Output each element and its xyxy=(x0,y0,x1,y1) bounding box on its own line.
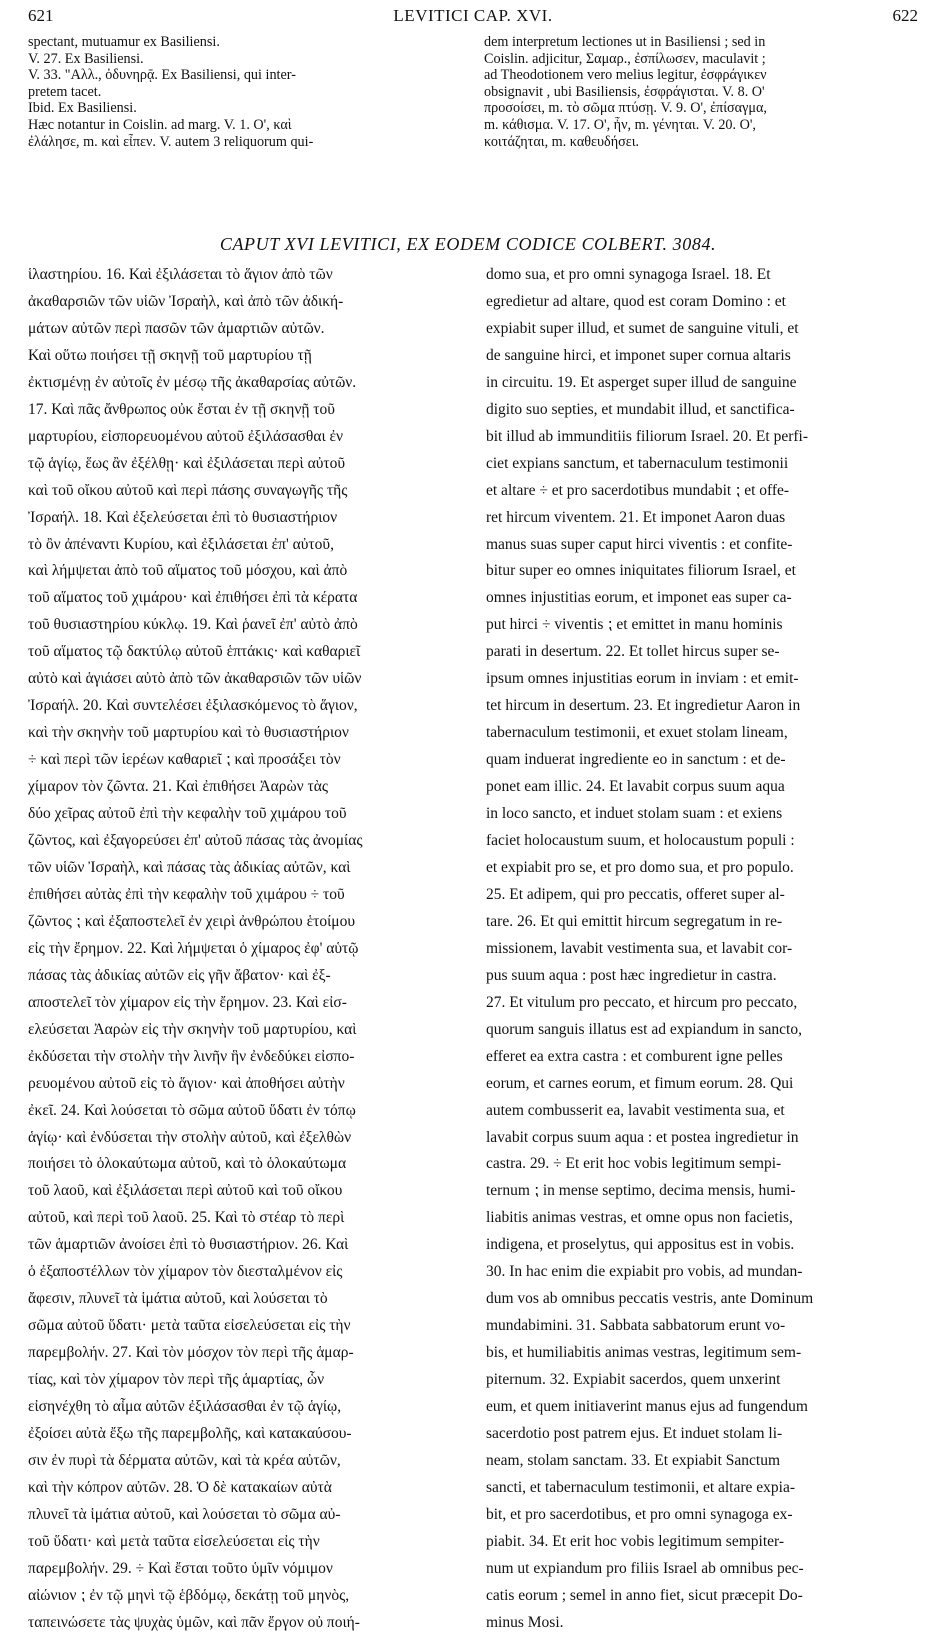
latin-text-line: omnes injustitias eorum, et imponet eas super ca- xyxy=(486,589,792,607)
greek-text-line: ἐξοίσει αὐτὰ ἔξω τῆς παρεμβολῆς, καὶ κατακαύσου- xyxy=(28,1424,352,1442)
greek-text-line: ζῶντος ⁏ καὶ ἐξαποστελεῖ ἐν χειρὶ ἀνθρώπου ἑτοίμου xyxy=(28,912,355,930)
greek-text-line: αὐτοῦ, καὶ περὶ τοῦ λαοῦ. 25. Καὶ τὸ στέαρ τὸ περὶ xyxy=(28,1209,345,1227)
greek-text-line: τὸ ὂν ἀπέναντι Κυρίου, καὶ ἐξιλάσεται ἐπ' αὐτοῦ, xyxy=(28,535,334,553)
latin-text-line: et altare ÷ et pro sacerdotibus mundabit ⁏ et offe- xyxy=(486,481,790,499)
latin-text-line: domo sua, et pro omni synagoga Israel. 18. Et xyxy=(486,266,771,283)
page-number-left: 621 xyxy=(28,6,54,25)
latin-text-line: ciet expians sanctum, et tabernaculum testimonii xyxy=(486,454,789,472)
notes-right-column xyxy=(484,34,916,150)
latin-text-line: 30. In hac enim die expiabit pro vobis, ad mundan- xyxy=(486,1263,803,1281)
latin-text-line: sancti, et tabernaculum testimonii, et altare expia- xyxy=(486,1478,796,1496)
latin-text-line: tabernaculum testimonii, et exuet stolam lineam, xyxy=(486,724,788,742)
greek-text-line: τοῦ ὕδατι· καὶ μετὰ ταῦτα εἰσελεύσεται εἰς τὴν xyxy=(28,1532,320,1550)
latin-text-column xyxy=(486,262,918,1637)
footnotes-block xyxy=(28,34,918,194)
latin-text-line: 25. Et adipem, qui pro peccatis, offeret super al- xyxy=(486,885,785,903)
note-line: Coislin. adjicitur, Σαμαρ., ἐσπίλωσεν, maculavit ; xyxy=(484,50,766,67)
greek-text-line: καὶ τὴν σκηνὴν τοῦ μαρτυρίου καὶ τὸ θυσιαστήριον xyxy=(28,724,349,742)
latin-text-line: bit illud ab immunditiis filiorum Israel. 20. Et perfi- xyxy=(486,427,809,445)
note-line: pretem tacet. xyxy=(28,83,102,100)
latin-text-line: dum vos ab omnibus peccatis vestris, ante Dominum xyxy=(486,1290,814,1308)
latin-text-line: ret hircum viventem. 21. Et imponet Aaron duas xyxy=(486,508,786,526)
greek-text-line: παρεμβολήν. 27. Καὶ τὸν μόσχον τὸν περὶ τῆς ἁμαρ- xyxy=(28,1344,354,1362)
greek-text-line: Ἰσραήλ. 20. Καὶ συντελέσει ἐξιλασκόμενος τὸ ἅγιον, xyxy=(28,697,358,715)
latin-text-line: piabit. 34. Et erit hoc vobis legitimum sempiter- xyxy=(486,1532,785,1550)
latin-text-line: efferet ea extra castra : et comburent igne pelles xyxy=(486,1047,783,1065)
note-line: V. 33. "Αλλ., ὀδυνηρᾷ. Ex Basiliensi, qui inter- xyxy=(28,67,296,84)
latin-text-line: de sanguine hirci, et imponet super cornua altaris xyxy=(486,346,791,364)
greek-text-line: ταπεινώσετε τὰς ψυχὰς ὑμῶν, καὶ πᾶν ἔργον οὐ ποιή- xyxy=(28,1613,360,1631)
latin-text-line: tet hircum in desertum. 23. Et ingredietur Aaron in xyxy=(486,697,801,715)
greek-text-line: παρεμβολήν. 29. ÷ Καὶ ἔσται τοῦτο ὑμῖν νόμιμον xyxy=(28,1559,333,1577)
greek-text-line: ἱλαστηρίου. 16. Καὶ ἐξιλάσεται τὸ ἅγιον ἀπὸ τῶν xyxy=(28,266,333,283)
greek-text-line: ελεύσεται Ἀαρὼν εἰς τὴν σκηνὴν τοῦ μαρτυρίου, καὶ xyxy=(28,1020,357,1038)
greek-text-line: ρευομένου αὐτοῦ εἰς τὸ ἅγιον· καὶ ἀποθήσει αὐτὴν xyxy=(28,1074,345,1092)
greek-text-line: 17. Καὶ πᾶς ἄνθρωπος οὐκ ἔσται ἐν τῇ σκηνῇ τοῦ xyxy=(28,400,335,418)
latin-text-line: neam, stolam sanctam. 33. Et expiabit Sanctum xyxy=(486,1451,781,1469)
greek-text-line: ἐκεῖ. 24. Καὶ λούσεται τὸ σῶμα αὐτοῦ ὕδατι ἐν τόπῳ xyxy=(28,1101,356,1119)
notes-left-column xyxy=(28,34,460,150)
greek-text-line: Καὶ οὕτω ποιήσει τῇ σκηνῇ τοῦ μαρτυρίου τῇ xyxy=(28,346,312,364)
greek-text-line: σιν ἐν πυρὶ τὰ δέρματα αὐτῶν, καὶ τὰ κρέα αὐτῶν, xyxy=(28,1451,341,1469)
latin-text-line: manus suas super caput hirci viventis : et confite- xyxy=(486,535,793,553)
latin-text-line: mundabimini. 31. Sabbata sabbatorum erunt vo- xyxy=(486,1317,786,1335)
greek-text-line: τοῦ θυσιαστηρίου κύκλῳ. 19. Καὶ ῥανεῖ ἐπ' αὐτὸ ἀπὸ xyxy=(28,616,358,634)
greek-text-line: χίμαρον τὸν ζῶντα. 21. Καὶ ἐπιθήσει Ἀαρὼν τὰς xyxy=(28,778,329,796)
latin-text-line: indigena, et proselytus, qui appositus est in vobis. xyxy=(486,1236,795,1254)
latin-text-line: ponet eam illic. 24. Et lavabit corpus suum aqua xyxy=(486,778,785,796)
latin-text-line: digito suo septies, et mundabit illud, et sanctifica- xyxy=(486,400,795,418)
latin-text-line: sacerdotio post patrem ejus. Et induet stolam li- xyxy=(486,1424,783,1442)
greek-text-line: ἐπιθήσει αὐτὰς ἐπὶ τὴν κεφαλὴν τοῦ χιμάρου ÷ τοῦ xyxy=(28,885,345,903)
latin-text-line: egredietur ad altare, quod est coram Domino : et xyxy=(486,292,786,310)
note-line: m. κάθισμα. V. 17. Ο', ἦν, m. γένηται. V. 20. Ο', xyxy=(484,116,756,133)
note-line: ad Theodotionem vero melius legitur, ἐσφράγικεν xyxy=(484,67,767,84)
latin-text-line: liabitis animas vestras, et omne opus non facietis, xyxy=(486,1209,793,1227)
latin-text-line: in loco sancto, et induet stolam suam : et exiens xyxy=(486,805,783,823)
latin-text-line: ternum ⁏ in mense septimo, decima mensis, humi- xyxy=(486,1182,796,1200)
greek-text-line: ζῶντος, καὶ ἐξαγορεύσει ἐπ' αὐτοῦ πάσας τὰς ἀνομίας xyxy=(28,832,363,850)
latin-text-line: bit, et pro sacerdotibus, et pro omni synagoga ex- xyxy=(486,1505,793,1523)
latin-text-line: faciet holocaustum suum, et holocaustum populi : xyxy=(486,832,795,850)
page-number-right: 622 xyxy=(892,6,918,25)
latin-text-line: missionem, lavabit vestimenta sua, et lavabit cor- xyxy=(486,939,793,957)
greek-text-line: ἀκαθαρσιῶν τῶν υἱῶν Ἰσραὴλ, καὶ ἀπὸ τῶν ἀδική- xyxy=(28,292,344,310)
latin-text-line: put hirci ÷ viventis ⁏ et emittet in manu hominis xyxy=(486,616,783,634)
greek-text-line: καὶ τοῦ οἴκου αὐτοῦ καὶ περὶ πάσης συναγωγῆς τῆς xyxy=(28,481,348,499)
running-title: LEVITICI CAP. XVI. xyxy=(393,6,553,25)
latin-text-line: et expiabit pro se, et pro domo sua, et pro populo. xyxy=(486,858,794,876)
latin-text-line: autem combusserit ea, lavabit vestimenta sua, et xyxy=(486,1101,785,1119)
latin-text-line: parati in desertum. 22. Et tollet hircus super se- xyxy=(486,643,780,661)
greek-text-line: σῶμα αὐτοῦ ὕδατι· μετὰ ταῦτα εἰσελεύσεται εἰς τὴν xyxy=(28,1317,351,1335)
note-line: προσοίσει, m. τὸ σῶμα πτύσῃ. V. 9. Ο', ἐπίσαγμα, xyxy=(484,100,767,117)
note-line: dem interpretum lectiones ut in Basiliensi ; sed in xyxy=(484,34,766,50)
latin-text-line: pus suum aqua : post hæc ingredietur in castra. xyxy=(486,966,777,984)
latin-text-line: ipsum omnes injustitias eorum in inviam : et emit- xyxy=(486,670,799,688)
latin-text-line: eorum, et carnes eorum, et fimum eorum. 28. Qui xyxy=(486,1074,794,1092)
greek-text-line: καὶ λήμψεται ἀπὸ τοῦ αἵματος τοῦ μόσχου, καὶ ἀπὸ xyxy=(28,562,348,580)
note-line: ἐλάλησε, m. καὶ εἶπεν. V. autem 3 reliquorum qui- xyxy=(28,133,314,150)
note-line: Ibid. Ex Basiliensi. xyxy=(28,100,137,117)
greek-text-line: καὶ τὴν κόπρον αὐτῶν. 28. Ὁ δὲ κατακαίων αὐτὰ xyxy=(28,1478,332,1496)
greek-text-line: τῶν υἱῶν Ἰσραὴλ, καὶ πάσας τὰς ἀδικίας αὐτῶν, καὶ xyxy=(28,858,351,876)
greek-text-line: ÷ καὶ περὶ τῶν ἱερέων καθαριεῖ ⁏ καὶ προσάξει τὸν xyxy=(28,751,341,769)
greek-text-line: πάσας τὰς ἀδικίας αὐτῶν εἰς γῆν ἄβατον· καὶ ἐξ- xyxy=(28,966,331,984)
greek-text-line: τοῦ αἵματος τοῦ χιμάρου· καὶ ἐπιθήσει ἐπὶ τὰ κέρατα xyxy=(28,589,358,607)
greek-text-line: Ἰσραήλ. 18. Καὶ ἐξελεύσεται ἐπὶ τὸ θυσιαστήριον xyxy=(28,508,338,526)
latin-text-line: bis, et humiliabitis animas vestras, legitimum sem- xyxy=(486,1344,802,1362)
greek-text-line: δύο χεῖρας αὐτοῦ ἐπὶ τὴν κεφαλὴν τοῦ χιμάρου τοῦ xyxy=(28,805,347,823)
greek-text-line: αὐτὸ καὶ ἁγιάσει αὐτὸ ἀπὸ τῶν ἀκαθαρσιῶν τῶν υἱῶν xyxy=(28,670,362,688)
latin-text-line: quam induerat ingrediente eo in sanctum : et de- xyxy=(486,751,786,769)
greek-text-line: τίας, καὶ τὸν χίμαρον τὸν περὶ τῆς ἁμαρτίας, ὧν xyxy=(28,1371,325,1389)
greek-text-line: ἁγίῳ· καὶ ἐνδύσεται τὴν στολὴν αὐτοῦ, καὶ ἐξελθὼν xyxy=(28,1128,352,1146)
note-line: spectant, mutuamur ex Basiliensi. xyxy=(28,34,220,50)
latin-text-line: tare. 26. Et qui emittit hircum segregatum in re- xyxy=(486,912,783,930)
greek-text-line: τοῦ αἵματος τῷ δακτύλῳ αὐτοῦ ἑπτάκις· καὶ καθαριεῖ xyxy=(28,643,361,661)
greek-text-line: αἰώνιον ⁏ ἐν τῷ μηνὶ τῷ ἑβδόμῳ, δεκάτῃ τοῦ μηνὸς, xyxy=(28,1586,350,1604)
greek-text-line: εἰς τὴν ἔρημον. 22. Καὶ λήμψεται ὁ χίμαρος ἐφ' αὑτῷ xyxy=(28,939,359,957)
greek-text-line: ποιήσει τὸ ὁλοκαύτωμα αὐτοῦ, καὶ τὸ ὁλοκαύτωμα xyxy=(28,1155,347,1173)
running-header xyxy=(28,6,918,30)
latin-text-line: num ut expiandum pro filiis Israel ab omnibus pec- xyxy=(486,1559,804,1577)
greek-text-line: αποστελεῖ τὸν χίμαρον εἰς τὴν ἔρημον. 23. Καὶ εἰσ- xyxy=(28,993,347,1011)
greek-text-line: τῷ ἁγίῳ, ἕως ἂν ἐξέλθῃ· καὶ ἐξιλάσεται περὶ αὐτοῦ xyxy=(28,454,346,472)
latin-text-line: eum, et quem initiaverint manus ejus ad fungendum xyxy=(486,1398,808,1416)
greek-text-line: τῶν ἁμαρτιῶν ἀνοίσει ἐπὶ τὸ θυσιαστήριον. 26. Καὶ xyxy=(28,1236,349,1254)
note-line: κοιτάζηται, m. καθευδήσει. xyxy=(484,133,640,150)
latin-text-line: 27. Et vitulum pro peccato, et hircum pro peccato, xyxy=(486,993,798,1011)
note-line: V. 27. Ex Basiliensi. xyxy=(28,50,144,67)
greek-text-column xyxy=(28,262,460,1637)
greek-text-line: μάτων αὐτῶν περὶ πασῶν τῶν ἁμαρτιῶν αὐτῶν. xyxy=(28,319,325,337)
note-line: obsignavit , ubi Basiliensis, ἐσφράγισται. V. 8. Ο' xyxy=(484,83,765,100)
latin-text-line: castra. 29. ÷ Et erit hoc vobis legitimum sempi- xyxy=(486,1155,782,1173)
greek-text-line: εἰσηνέχθη τὸ αἷμα αὐτῶν ἐξιλάσασθαι ἐν τῷ ἁγίῳ, xyxy=(28,1398,342,1416)
greek-text-line: τοῦ λαοῦ, καὶ ἐξιλάσεται περὶ αὐτοῦ καὶ τοῦ οἴκου xyxy=(28,1182,343,1200)
latin-text-line: minus Mosi. xyxy=(486,1613,564,1631)
latin-text-line: lavabit corpus suum aqua : et postea ingredietur in xyxy=(486,1128,799,1146)
latin-text-line: catis eorum ; semel in anno fiet, sicut præcepit Do- xyxy=(486,1586,803,1604)
section-caption: CAPUT XVI LEVITICI, EX EODEM CODICE COLBERT. 3084. xyxy=(219,234,717,254)
latin-text-line: piternum. 32. Expiabit sacerdos, quem unxerint xyxy=(486,1371,781,1389)
greek-text-line: ἐκδύσεται τὴν στολὴν τὴν λινῆν ἣν ἐνδεδύκει εἰσπο- xyxy=(28,1047,355,1065)
latin-text-line: expiabit super illud, et sumet de sanguine vituli, et xyxy=(486,319,799,337)
greek-text-line: ὁ ἐξαποστέλλων τὸν χίμαρον τὸν διεσταλμένον εἰς xyxy=(28,1263,343,1281)
greek-text-line: μαρτυρίου, εἰσπορευομένου αὐτοῦ ἐξιλάσασθαι ἐν xyxy=(28,427,344,445)
latin-text-line: in circuitu. 19. Et asperget super illud de sanguine xyxy=(486,373,797,391)
latin-text-line: quorum sanguis illatus est ad expiandum in sancto, xyxy=(486,1020,802,1038)
greek-text-line: ἄφεσιν, πλυνεῖ τὰ ἱμάτια αὐτοῦ, καὶ λούσεται τὸ xyxy=(28,1290,328,1308)
greek-text-line: ἐκτισμένῃ ἐν αὐτοῖς ἐν μέσῳ τῆς ἀκαθαρσίας αὐτῶν. xyxy=(28,373,357,391)
latin-text-line: bitur super eo omnes iniquitates filiorum Israel, et xyxy=(486,562,796,580)
note-line: Hæc notantur in Coislin. ad marg. V. 1. Ο', καὶ xyxy=(28,116,292,133)
greek-text-line: πλυνεῖ τὰ ἱμάτια αὐτοῦ, καὶ λούσεται τὸ σῶμα αὐ- xyxy=(28,1505,341,1523)
